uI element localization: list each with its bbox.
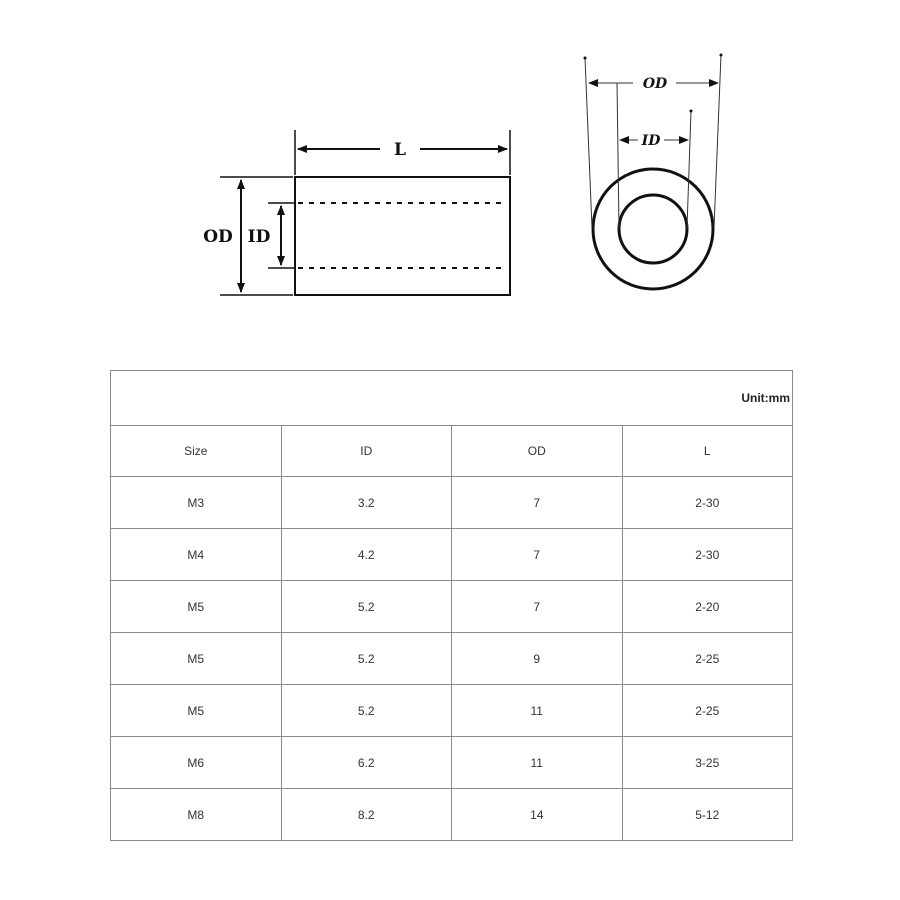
- cell-l: 2-25: [622, 685, 793, 737]
- cell-size: M5: [111, 633, 282, 685]
- id-leader-right: [687, 111, 691, 228]
- header-od: OD: [452, 426, 623, 477]
- cell-od: 7: [452, 581, 623, 633]
- cell-od: 7: [452, 477, 623, 529]
- table-row: [111, 737, 793, 789]
- cell-od: 14: [452, 789, 623, 841]
- header-l: L: [622, 426, 793, 477]
- cell-l: 5-12: [622, 789, 793, 841]
- id-leader-left: [617, 83, 619, 228]
- table-row: [111, 529, 793, 581]
- cell-l: 2-30: [622, 477, 793, 529]
- cell-l: 2-20: [622, 581, 793, 633]
- id-label-side: ID: [247, 227, 271, 247]
- cell-size: M3: [111, 477, 282, 529]
- size-table: [110, 370, 793, 841]
- od-label-end: OD: [642, 76, 668, 92]
- cell-id: 5.2: [281, 685, 452, 737]
- cell-l: 2-25: [622, 633, 793, 685]
- inner-circle: [619, 195, 687, 263]
- cell-od: 11: [452, 737, 623, 789]
- end-view: [584, 54, 723, 290]
- cell-od: 11: [452, 685, 623, 737]
- cell-id: 5.2: [281, 633, 452, 685]
- cell-size: M5: [111, 581, 282, 633]
- table-row: [111, 581, 793, 633]
- l-label: L: [394, 140, 406, 160]
- table-row: [111, 685, 793, 737]
- table-row: [111, 789, 793, 841]
- cell-size: M8: [111, 789, 282, 841]
- header-size: Size: [111, 426, 282, 477]
- id-label-end: ID: [641, 133, 661, 149]
- cell-id: 8.2: [281, 789, 452, 841]
- outer-circle: [593, 169, 713, 289]
- od-label-side: OD: [203, 227, 233, 247]
- spacer-diagram: [0, 0, 900, 360]
- table-row: [111, 633, 793, 685]
- cell-id: 5.2: [281, 581, 452, 633]
- unit-row: [111, 371, 793, 426]
- cell-od: 7: [452, 529, 623, 581]
- table-row: [111, 477, 793, 529]
- table-header-row: [111, 426, 793, 477]
- unit-label: Unit:mm: [111, 371, 793, 426]
- header-id: ID: [281, 426, 452, 477]
- cell-l: 3-25: [622, 737, 793, 789]
- side-view: [203, 130, 510, 295]
- cell-id: 6.2: [281, 737, 452, 789]
- cell-size: M4: [111, 529, 282, 581]
- cell-l: 2-30: [622, 529, 793, 581]
- cell-size: M5: [111, 685, 282, 737]
- cell-id: 3.2: [281, 477, 452, 529]
- cell-size: M6: [111, 737, 282, 789]
- cell-od: 9: [452, 633, 623, 685]
- od-leader-right: [714, 55, 721, 228]
- side-view-body: [295, 177, 510, 295]
- cell-id: 4.2: [281, 529, 452, 581]
